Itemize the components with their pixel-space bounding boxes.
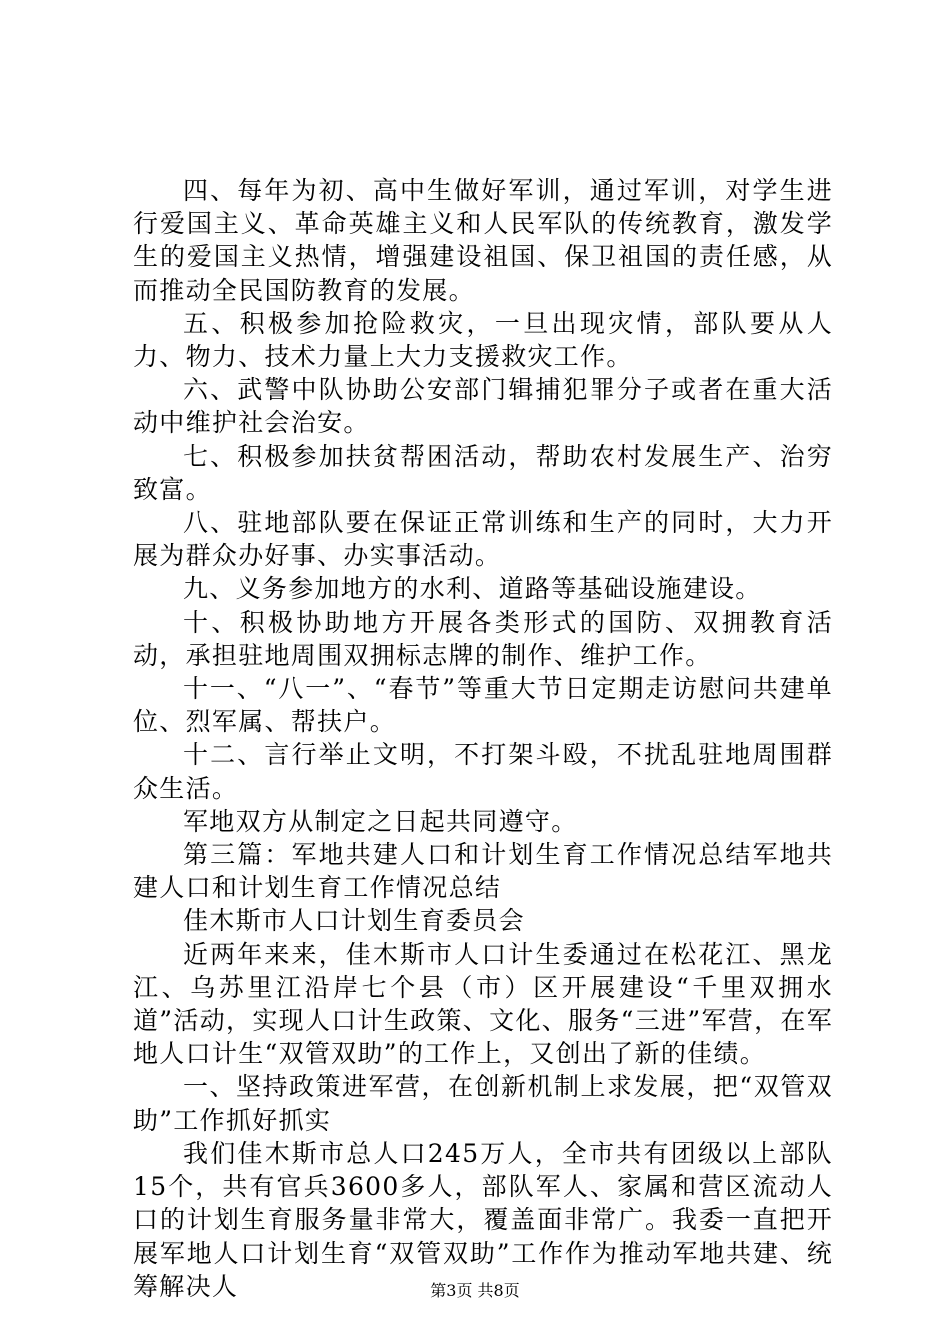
- closing-statement: 军地双方从制定之日起共同遵守。: [183, 806, 578, 836]
- body-paragraph: 我们佳木斯市总人口245万人，全市共有团级以上部队15个，共有官兵3600多人，部队军人、家属和营区流动人口的计划生育服务量非常大，覆盖面非常广。我委一直把开展军地人口计划生育“双管双助”工作作为推动军地共建、统筹解决人: [133, 1138, 833, 1301]
- paragraph-11: 十一、“八一”、“春节”等重大节日定期走访慰问共建单位、烈军属、帮扶户。: [133, 674, 833, 737]
- paragraph-12: 十二、言行举止文明，不打架斗殴，不扰乱驻地周围群众生活。: [133, 740, 833, 803]
- document-body: [133, 174, 833, 1303]
- paragraph-8: 八、驻地部队要在保证正常训练和生产的同时，大力开展为群众办好事、办实事活动。: [133, 508, 833, 571]
- page-total: 共8页: [477, 1281, 520, 1300]
- subsection-heading: 一、坚持政策进军营，在创新机制上求发展，把“双管双助”工作抓好抓实: [133, 1072, 833, 1135]
- paragraph-5: 五、积极参加抢险救灾，一旦出现灾情，部队要从人力、物力、技术力量上大力支援救灾工作。: [133, 308, 833, 372]
- organization-name: 佳木斯市人口计划生育委员会: [183, 906, 525, 936]
- paragraph-9: 九、义务参加地方的水利、道路等基础设施建设。: [183, 574, 762, 604]
- intro-paragraph: 近两年来来，佳木斯市人口计生委通过在松花江、黑龙江、乌苏里江沿岸七个县（市）区开展建设“千里双拥水道”活动，实现人口计生政策、文化、服务“三进”军营，在军地人口计生“双管双助”的工作上，又创出了新的佳绩。: [133, 939, 833, 1069]
- page-number: 第3页: [430, 1281, 473, 1300]
- paragraph-10: 十、积极协助地方开展各类形式的国防、双拥教育活动，承担驻地周围双拥标志牌的制作、维护工作。: [133, 607, 833, 670]
- section-heading: 第三篇：军地共建人口和计划生育工作情况总结军地共建人口和计划生育工作情况总结: [133, 840, 833, 903]
- paragraph-4: 四、每年为初、高中生做好军训，通过军训，对学生进行爱国主义、革命英雄主义和人民军队的传统教育，激发学生的爱国主义热情，增强建设祖国、保卫祖国的责任感，从而推动全民国防教育的发展。: [133, 176, 833, 305]
- page-footer: [0, 1281, 950, 1301]
- paragraph-7: 七、积极参加扶贫帮困活动，帮助农村发展生产、治穷致富。: [133, 441, 833, 504]
- paragraph-6: 六、武警中队协助公安部门辑捕犯罪分子或者在重大活动中维护社会治安。: [133, 375, 833, 438]
